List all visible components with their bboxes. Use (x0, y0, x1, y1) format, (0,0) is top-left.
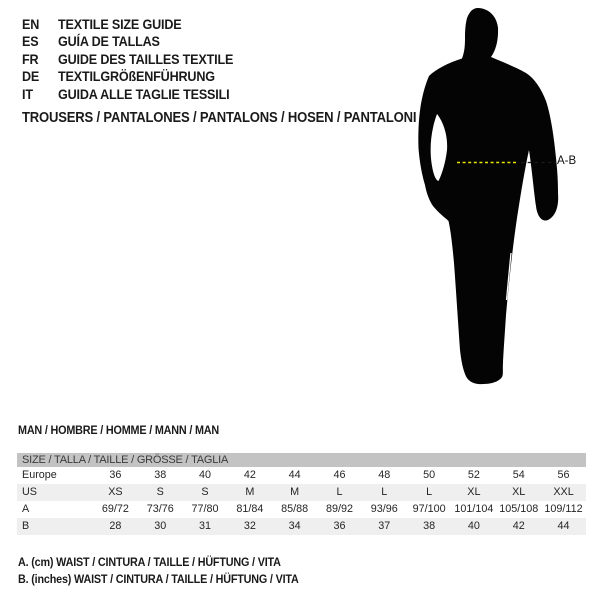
size-value-cell: 101/104 (454, 503, 494, 515)
size-value-cell: 56 (557, 469, 570, 481)
size-value-cell: XXL (553, 486, 574, 498)
size-value-cell: 85/88 (281, 503, 309, 515)
size-value-cell: 69/72 (101, 503, 129, 515)
size-value-cell: L (336, 486, 343, 498)
size-table (17, 453, 586, 535)
man-silhouette-path (418, 8, 558, 384)
size-value-cell: 81/84 (236, 503, 264, 515)
footnotes (18, 554, 299, 587)
language-label: GUÍA DE TALLAS (58, 33, 160, 50)
section-title-man: MAN / HOMBRE / HOMME / MANN / MAN (18, 423, 220, 437)
table-row (17, 467, 586, 484)
row-label: A (22, 503, 30, 515)
size-table-rows (17, 467, 586, 535)
table-row (17, 484, 586, 501)
size-value-cell: 32 (243, 520, 256, 532)
size-value-cell: XL (512, 486, 526, 498)
footnote-a: A. (cm) WAIST / CINTURA / TAILLE / HÜFTUNG / VITA (18, 555, 281, 569)
size-value-cell: 50 (423, 469, 436, 481)
waist-measure-label: A-B (557, 155, 577, 167)
size-value-cell: 105/108 (499, 503, 539, 515)
size-value-cell: 30 (154, 520, 167, 532)
language-row (22, 86, 233, 103)
language-label: TEXTILGRÖßENFÜHRUNG (58, 68, 215, 85)
language-row (22, 68, 233, 85)
size-value-cell: 36 (333, 520, 346, 532)
size-value-cell: 31 (199, 520, 212, 532)
size-value-cell: XL (467, 486, 481, 498)
size-value-cell: 38 (423, 520, 436, 532)
size-table-header: SIZE / TALLA / TAILLE / GRÖSSE / TAGLIA (17, 453, 586, 467)
size-value-cell: 46 (333, 469, 346, 481)
language-code: FR (22, 50, 39, 67)
size-value-cell: M (290, 486, 300, 498)
language-row (22, 33, 233, 50)
size-value-cell: 89/92 (325, 503, 353, 515)
size-value-cell: 54 (512, 469, 525, 481)
size-value-cell: 28 (109, 520, 122, 532)
language-label: TEXTILE SIZE GUIDE (58, 16, 182, 32)
category-title: TROUSERS / PANTALONES / PANTALONS / HOSEN / PANTALONI (22, 110, 417, 126)
size-value-cell: 97/100 (412, 503, 446, 515)
size-value-cell: 38 (154, 469, 167, 481)
language-label: GUIDE DES TAILLES TEXTILE (58, 50, 234, 67)
row-label: B (22, 520, 30, 532)
row-label: US (22, 486, 37, 498)
size-value-cell: 73/76 (146, 503, 174, 515)
language-code: EN (22, 16, 40, 32)
language-row (22, 16, 233, 33)
silhouette-svg (410, 0, 590, 392)
size-value-cell: 42 (512, 520, 525, 532)
size-value-cell: 109/112 (544, 503, 583, 515)
size-value-cell: L (381, 486, 388, 498)
language-label: GUIDA ALLE TAGLIE TESSILI (58, 85, 230, 102)
size-value-cell: 40 (467, 520, 480, 532)
man-silhouette-figure (410, 0, 590, 392)
size-value-cell: 37 (378, 520, 391, 532)
language-code: ES (22, 33, 39, 50)
size-value-cell: M (245, 486, 255, 498)
language-code: IT (22, 85, 33, 102)
footnote-b: B. (inches) WAIST / CINTURA / TAILLE / HÜFTUNG / VITA (18, 571, 299, 586)
language-list (22, 16, 233, 103)
size-value-cell: L (426, 486, 433, 498)
size-value-cell: S (201, 486, 209, 498)
size-value-cell: 48 (378, 469, 391, 481)
size-value-cell: 93/96 (370, 503, 398, 515)
language-row (22, 51, 233, 68)
size-value-cell: XS (108, 486, 123, 498)
row-label: Europe (22, 469, 57, 481)
table-row (17, 501, 586, 518)
language-code: DE (22, 68, 40, 85)
size-value-cell: 42 (243, 469, 256, 481)
size-value-cell: 36 (109, 469, 122, 481)
size-value-cell: 44 (288, 469, 301, 481)
table-row (17, 518, 586, 535)
size-value-cell: 52 (467, 469, 480, 481)
size-value-cell: 40 (199, 469, 212, 481)
size-value-cell: 34 (288, 520, 301, 532)
size-value-cell: 44 (557, 520, 570, 532)
size-value-cell: S (156, 486, 164, 498)
size-value-cell: 77/80 (191, 503, 219, 515)
